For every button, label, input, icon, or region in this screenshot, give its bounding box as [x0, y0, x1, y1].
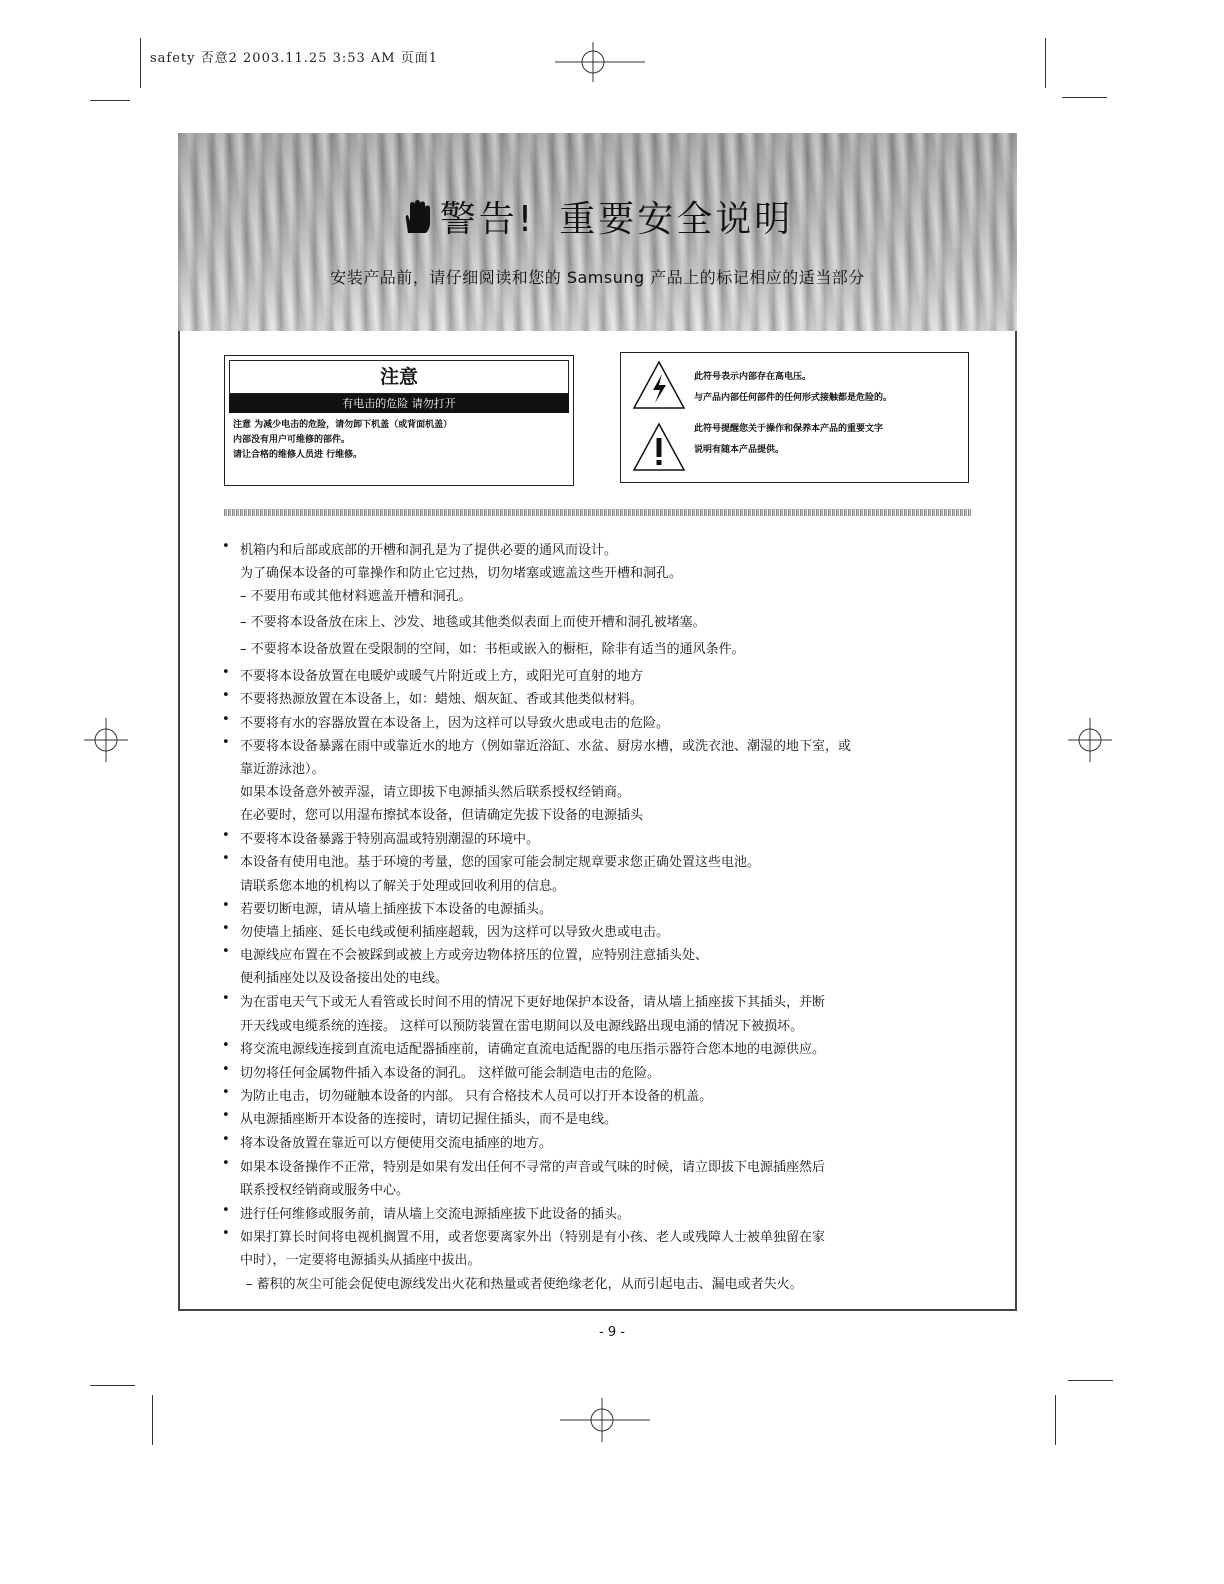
list-item: • 不要将有水的容器放置在本设备上，因为这样可以导致火患或电击的危险。: [222, 712, 669, 731]
list-item: • 为在雷电天气下或无人看管或长时间不用的情况下更好地保护本设备，请从墙上插座拔下其插头，并断: [222, 991, 825, 1010]
banner-title-main: 重要安全说明: [559, 199, 794, 240]
warning-banner: [178, 133, 1017, 331]
lightning-triangle-icon: [631, 359, 687, 411]
symbol-text-line: 此符号表示内部存在高电压。: [694, 372, 812, 382]
banner-title: [178, 191, 1017, 244]
caution-bar: 有电击的危险 请勿打开: [229, 394, 569, 413]
list-item-continued: 靠近游泳池）。: [240, 762, 325, 777]
caution-box: [224, 355, 574, 486]
registration-mark-bottom: [560, 1398, 650, 1442]
exclaim-symbol-text: [694, 419, 883, 461]
registration-mark-right: [1068, 718, 1112, 762]
list-item-continued: 在必要时，您可以用湿布擦拭本设备，但请确定先拔下设备的电源插头: [240, 808, 644, 823]
sub-item: – 蓄积的灰尘可能会促使电源线发出火花和热量或者使绝缘老化，从而引起电击、漏电或者失火。: [246, 1277, 803, 1292]
registration-mark-top: [555, 42, 645, 82]
sub-item: – 不要将本设备放在床上、沙发、地毯或其他类似表面上而使开槽和洞孔被堵塞。: [240, 615, 706, 630]
caution-line: 请让合格的维修人员进 行维修。: [233, 450, 363, 460]
banner-subtitle: 安装产品前，请仔细阅读和您的 Samsung 产品上的标记相应的适当部分: [330, 268, 865, 287]
sub-item: – 不要用布或其他材料遮盖开槽和洞孔。: [240, 589, 472, 604]
banner-title-warning: 警告!: [439, 199, 536, 240]
hand-icon: [402, 199, 432, 244]
crop-mark: [1045, 38, 1046, 88]
registration-mark-left: [84, 718, 128, 762]
list-item: • 本设备有使用电池。基于环境的考量，您的国家可能会制定规章要求您正确处置这些电池。: [222, 851, 760, 870]
caution-title: 注意: [229, 360, 569, 394]
crop-mark: [152, 1395, 153, 1445]
list-item-continued: 如果本设备意外被弄湿，请立即拔下电源插头然后联系授权经销商。: [240, 785, 631, 800]
list-item: • 如果本设备操作不正常，特别是如果有发出任何不寻常的声音或气味的时候，请立即拔下电源插座然后: [222, 1156, 825, 1175]
list-item: • 将交流电源线连接到直流电适配器插座前，请确定直流电适配器的电压指示器符合您本地的电源供应。: [222, 1038, 825, 1057]
list-item: • 切勿将任何金属物件插入本设备的洞孔。 这样做可能会制造电击的危险。: [222, 1062, 660, 1081]
lightning-symbol-text: [694, 367, 892, 409]
crop-mark: [1062, 97, 1107, 98]
symbol-text-line: 说明有随本产品提供。: [694, 445, 785, 455]
list-item: • 不要将本设备暴露于特别高温或特别潮湿的环境中。: [222, 828, 539, 847]
warning-triangle-icon: [631, 421, 687, 473]
list-item: • 勿使墙上插座、延长电线或便利插座超载，因为这样可以导致火患或电击。: [222, 921, 669, 940]
list-item: • 从电源插座断开本设备的连接时，请切记握住插头，而不是电线。: [222, 1108, 617, 1127]
exclaim-symbol-row: [621, 417, 968, 479]
list-item-continued: 便利插座处以及设备接出处的电线。: [240, 971, 449, 986]
print-slug: safety 否意2 2003.11.25 3:53 AM 页面1: [150, 51, 439, 66]
caution-line: 注意 为减少电击的危险，请勿卸下机盖（或背面机盖）: [233, 420, 453, 430]
list-item-continued: 为了确保本设备的可靠操作和防止它过热，切勿堵塞或遮盖这些开槽和洞孔。: [240, 566, 683, 581]
list-item: • 电源线应布置在不会被踩到或被上方或旁边物体挤压的位置，应特别注意插头处、: [222, 944, 708, 963]
caution-line: 内部没有用户可维修的部件。: [233, 435, 351, 445]
symbols-box: [620, 352, 969, 483]
list-item: • 将本设备放置在靠近可以方便使用交流电插座的地方。: [222, 1132, 552, 1151]
sub-item: – 不要将本设备放置在受限制的空间，如：书柜或嵌入的橱柜，除非有适当的通风条件。: [240, 642, 745, 657]
symbol-text-line: 与产品内部任何部件的任何形式接触都是危险的。: [694, 393, 893, 403]
crop-mark: [140, 38, 141, 88]
list-item: • 不要将热源放置在本设备上，如：蜡烛、烟灰缸、香或其他类似材料。: [222, 688, 643, 707]
list-item: • 机箱内和后部或底部的开槽和洞孔是为了提供必要的通风而设计。: [222, 539, 617, 558]
crop-mark: [90, 1385, 135, 1386]
list-item-continued: 联系授权经销商或服务中心。: [240, 1183, 410, 1198]
list-item: • 不要将本设备暴露在雨中或靠近水的地方（例如靠近浴缸、水盆、厨房水槽，或洗衣池、潮湿的地下室，或: [222, 735, 851, 754]
list-item: • 如果打算长时间将电视机搁置不用，或者您要离家外出（特别是有小孩、老人或残障人士被单独留在家: [222, 1226, 825, 1245]
list-item-continued: 中时），一定要将电源插头从插座中拔出。: [240, 1253, 481, 1268]
caution-text: [225, 413, 573, 463]
crop-mark: [1055, 1395, 1056, 1445]
section-divider: [224, 509, 971, 516]
lightning-symbol-row: [621, 355, 968, 417]
crop-mark: [1068, 1380, 1113, 1381]
symbol-text-line: 此符号提醒您关于操作和保养本产品的重要文字: [694, 424, 884, 434]
list-item: • 不要将本设备放置在电暖炉或暖气片附近或上方，或阳光可直射的地方: [222, 665, 643, 684]
list-item-continued: 请联系您本地的机构以了解关于处理或回收利用的信息。: [240, 879, 566, 894]
list-item: • 进行任何维修或服务前，请从墙上交流电源插座拔下此设备的插头。: [222, 1203, 630, 1222]
crop-mark: [90, 100, 130, 101]
page-number: - 9 -: [599, 1325, 625, 1340]
list-item: • 为防止电击，切勿碰触本设备的内部。 只有合格技术人员可以打开本设备的机盖。: [222, 1085, 712, 1104]
list-item-continued: 开天线或电缆系统的连接。 这样可以预防装置在雷电期间以及电源线路出现电涌的情况下被损坏。: [240, 1019, 804, 1034]
list-item: • 若要切断电源，请从墙上插座拔下本设备的电源插头。: [222, 898, 552, 917]
